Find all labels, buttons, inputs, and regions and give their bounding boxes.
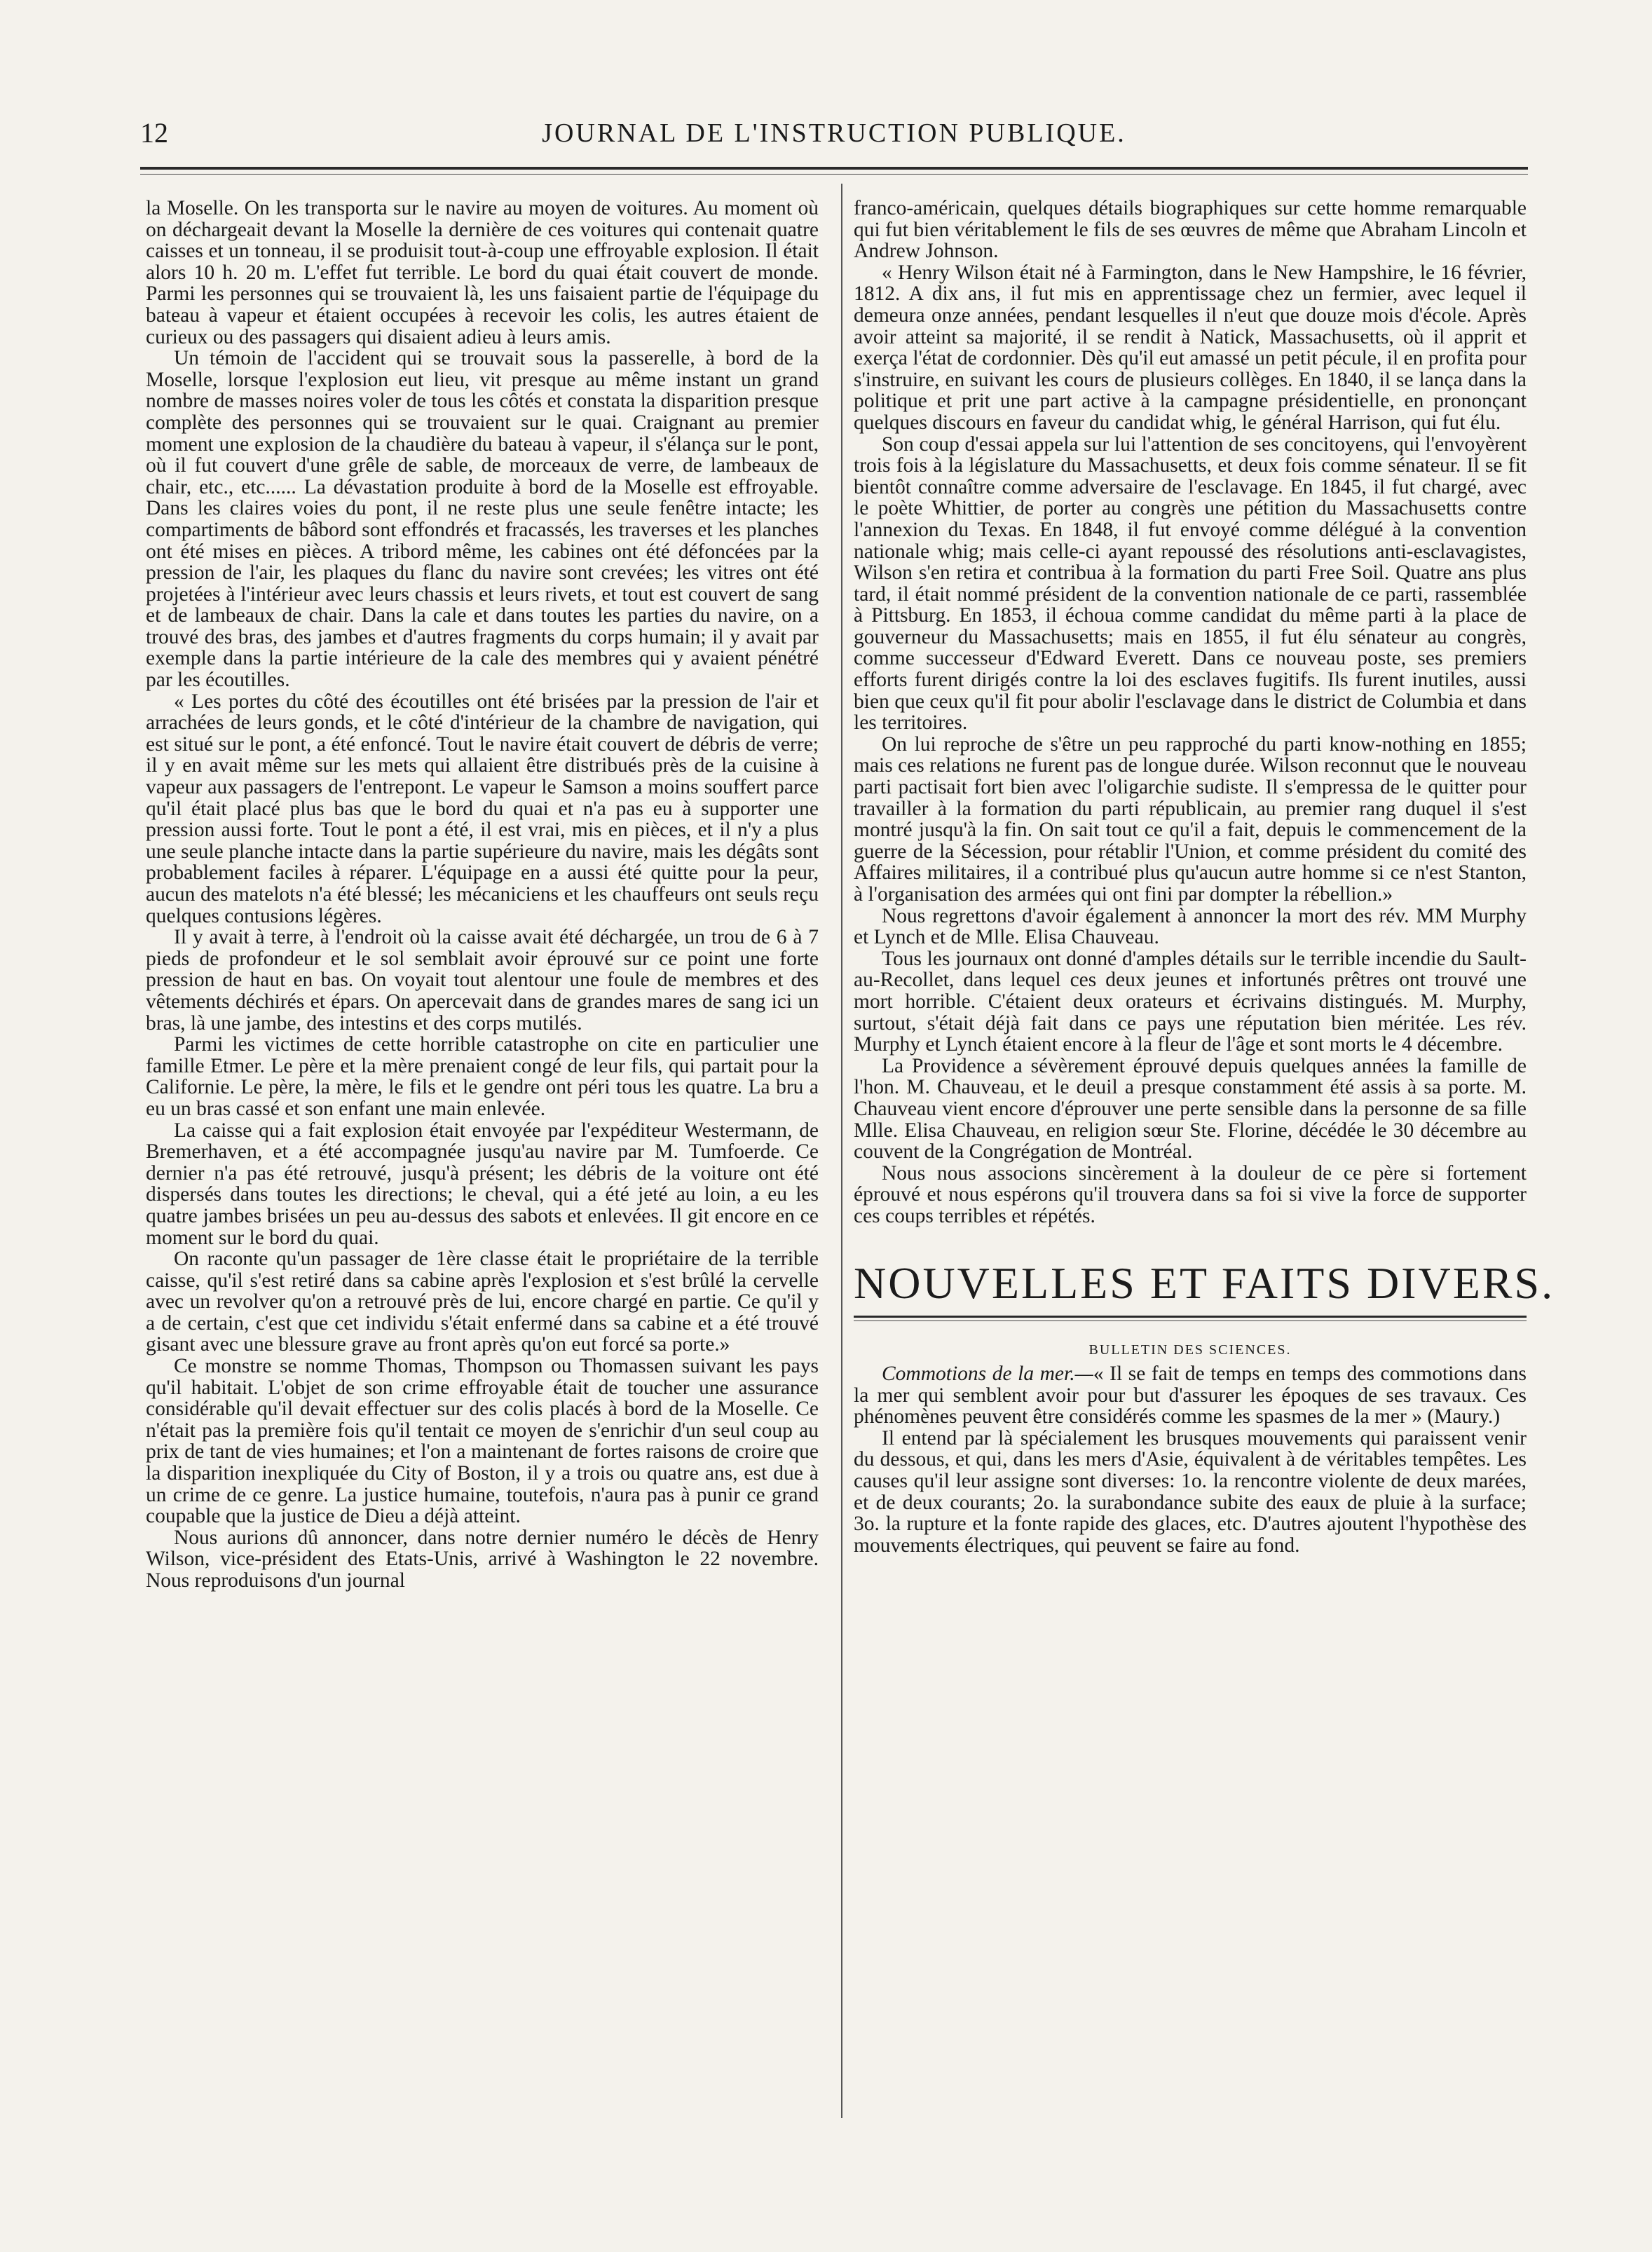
article-paragraph: Nous aurions dû annoncer, dans notre dernier numéro le décès de Henry Wilson, vice-président des Etats-Unis, arrivé à Washington le 22 novembre. Nous reproduisons d'un journal [146, 1526, 819, 1592]
article-paragraph: la Moselle. On les transporta sur le navire au moyen de voitures. Au moment où on déchargeait devant la Moselle la dernière de ces voitures qui contenait quatre caisses et un tonneau, il se produisit tout-à-coup une effroyable explosion. Il était alors 10 h. 20 m. L'effet fut terrible. Le bord du quai était couvert de monde. Parmi les personnes qui se trouvaient là, les uns faisaient partie de l'équipage du bateau à vapeur et étaient occupées à recevoir les colis, les autres étaient de curieux ou des passagers qui disaient adieu à leurs amis. [146, 198, 819, 348]
article-paragraph: La caisse qui a fait explosion était envoyée par l'expéditeur Westermann, de Bremerhaven, et a été accompagnée jusqu'au navire par M. Tumfoerde. Ce dernier n'a pas été retrouvé, jusqu'à présent; les débris de la voiture ont été dispersés dans toutes les directions; le cheval, qui a été jeté au loin, a eu les quatre jambes brisées un peu au-dessus des sabots et enlevées. Il git encore en ce moment sur le bord du quai. [146, 1119, 819, 1249]
article-paragraph: « Henry Wilson était né à Farmington, dans le New Hampshire, le 16 février, 1812. A dix ans, il fut mis en apprentissage chez un fermier, avec lequel il demeura onze années, pendant lesquelles il n'eut que douze mois d'école. Après avoir atteint sa majorité, il se rendit à Natick, Massachusetts, où il apprit et exerça l'état de cordonnier. Dès qu'il eut amassé un petit pécule, il en profita pour s'instruire, en suivant les cours de plusieurs collèges. En 1840, il se lança dans la politique et prit une part active à la campagne présidentielle, en prononçant quelques discours en faveur du candidat whig, le général Harrison, qui fut élu. [854, 261, 1527, 434]
section-title: NOUVELLES ET FAITS DIVERS. [854, 1257, 1555, 1308]
science-paragraph: Il entend par là spécialement les brusques mouvements qui paraissent venir du dessous, et qui, dans les mers d'Asie, équivalent à de véritables tempêtes. Les causes qu'il leur assigne sont diverses: 1o. la rencontre violente de deux marées, et de deux courants; 2o. la surabondance subite des eaux de pluie à la surface; 3o. la rupture et la fonte rapide des glaces, etc. D'autres ajoutent l'hypothèse des mouvements électriques, qui peuvent se faire au fond. [854, 1426, 1527, 1557]
science-lead: Commotions de la mer.— [882, 1363, 1093, 1386]
left-column [146, 198, 819, 2118]
journal-title: JOURNAL DE L'INSTRUCTION PUBLIQUE. [542, 118, 1126, 148]
header-rule-thin [140, 174, 1528, 175]
article-paragraph: Parmi les victimes de cette horrible catastrophe on cite en particulier une famille Etmer. Le père et la mère prenaient congé de leur fils, qui partait pour la Californie. Le père, la mère, le fils et le gendre ont péri tous les quatre. La bru a eu un bras cassé et son enfant une main enlevée. [146, 1033, 819, 1120]
science-paragraph [854, 1363, 1527, 1428]
science-text: « Il se fait de temps en temps des commotions dans la mer qui semblent avoir pour but d'assurer les époques de ses travaux. Ces phénomènes peuvent être considérés comme les spasmes de la mer » (Maury.) [854, 1363, 1527, 1428]
article-paragraph: On lui reproche de s'être un peu rapproché du parti know-nothing en 1855; mais ces relations ne furent pas de longue durée. Wilson reconnut que le nouveau parti pactisait fort bien avec l'oligarchie sudiste. Il s'empressa de le quitter pour travailler à la formation du parti républicain, au premier rang duquel il s'est montré jusqu'à la fin. On sait tout ce qu'il a fait, depuis le commencement de la guerre de la Sécession, pour rétablir l'Union, et comme président du comité des Affaires militaires, il a contribué plus qu'aucun autre homme si ce n'est Stanton, à l'organisation des armées qui ont fini par dompter la rébellion.» [854, 732, 1527, 906]
article-paragraph: Son coup d'essai appela sur lui l'attention de ses concitoyens, qui l'envoyèrent trois fois à la législature du Massachusetts, et deux fois comme sénateur. Il se fit bientôt connaître comme adversaire de l'esclavage. En 1845, il fut chargé, avec le poète Whittier, de porter au congrès une pétition du Massachusetts contre l'annexion du Texas. En 1848, il fut envoyé comme délégué à la convention nationale whig; mais celle-ci ayant repoussé des résolutions anti-esclavagistes, Wilson s'en retira et contribua à la formation du parti Free Soil. Quatre ans plus tard, il était nommé président de la convention nationale de ce parti, rassemblée à Pittsburg. En 1853, il échoua comme candidat du même parti à la place de gouverneur du Massachusetts; mais en 1855, il fut élu sénateur au congrès, comme successeur d'Edward Everett. Dans ce nouveau poste, ses premiers efforts furent dirigés contre la loi des esclaves fugitifs. Ils furent inutiles, aussi bien que ceux qu'il fit pour abolir l'esclavage dans le district de Columbia et dans les territoires. [854, 432, 1527, 735]
article-paragraph: On raconte qu'un passager de 1ère classe était le propriétaire de la terrible caisse, qu'il s'est retiré dans sa cabine après l'explosion et s'est brûlé la cervelle avec un revolver qu'on a retrouvé près de lui, encore chargé en partie. Ce qu'il y a de certain, c'est que cet individu s'était enfermé dans sa cabine et a été trouvé gisant avec une blessure grave au front après qu'on eut forcé sa porte.» [146, 1248, 819, 1356]
article-paragraph: Nous regrettons d'avoir également à annoncer la mort des rév. MM Murphy et Lynch et de Mlle. Elisa Chauveau. [854, 904, 1527, 949]
section-rule-thick [854, 1316, 1527, 1318]
subsection-title: BULLETIN DES SCIENCES. [1088, 1342, 1292, 1358]
article-paragraph: Nous nous associons sincèrement à la douleur de ce père si fortement éprouvé et nous espérons qu'il trouvera dans sa foi si vive la force de supporter ces coups terribles et répétés. [854, 1161, 1527, 1227]
page-number: 12 [140, 117, 168, 149]
column-divider [841, 184, 842, 2118]
article-paragraph: Un témoin de l'accident qui se trouvait sous la passerelle, à bord de la Moselle, lorsque l'explosion eut lieu, vit presque au même instant un grand nombre de masses noires voler de tous les côtés et constata la disparition presque complète des personnes qui se trouvaient sur le quai. Craignant au premier moment une explosion de la chaudière du bateau à vapeur, il s'élança sur le pont, où il fut couvert d'une grêle de sable, de morceaux de verre, de lambeaux de chair, etc., etc...... La dévastation produite à bord de la Moselle est effroyable. Dans les claires voies du pont, il ne reste plus une seule fenêtre intacte; les compartiments de bâbord sont effondrés et fracassés, les traverses et les planches ont été mises en pièces. A tribord même, les cabines ont été défoncées par la pression de l'air, les plaques du flanc du navire sont crevées; les vitres ont été projetées à l'intérieur avec leurs chassis et leurs rivets, et tout est couvert de sang et de lambeaux de chair. Dans la cale et dans toutes les parties du navire, on a trouvé des bras, des jambes et d'autres fragments du corps humain; il y avait par exemple dans la partie intérieure de la cale des membres qui y avaient pénétré par les écoutilles. [146, 347, 819, 692]
running-head [140, 112, 1528, 161]
article-paragraph: Il y avait à terre, à l'endroit où la caisse avait été déchargée, un trou de 6 à 7 pieds de profondeur et le sol semblait avoir éprouvé sur ce point une forte pression de haut en bas. On voyait tout alentour une foule de membres et des vêtements déchirés et épars. On apercevait dans de grandes mares de sang ici un bras, là une jambe, des intestins et des corps mutilés. [146, 926, 819, 1035]
article-paragraph: franco-américain, quelques détails biographiques sur cette homme remarquable qui fut bien véritablement le fils de ses œuvres de même que Abraham Lincoln et Andrew Johnson. [854, 197, 1527, 263]
article-paragraph: « Les portes du côté des écoutilles ont été brisées par la pression de l'air et arrachées de leurs gonds, et le côté d'intérieur de la chambre de navigation, qui est situé sur le pont, a été enfoncé. Tout le navire était couvert de débris de verre; il y en avait même sur les mets qui allaient être distribués près de la cuisine à vapeur aux passagers de l'entrepont. Le vapeur le Samson a moins souffert parce qu'il était placé plus bas que le bord du quai et n'a pas eu à supporter une pression aussi forte. Tout le pont a été, il est vrai, mis en pièces, et il n'y a plus une seule planche intacte dans la partie supérieure du navire, mais les dégâts sont probablement faciles à réparer. L'équipage en a aussi été quitte pour la peur, aucun des matelots n'a été blessé; les mécaniciens et les chauffeurs ont seuls reçu quelques contusions légères. [146, 690, 819, 927]
article-paragraph: Ce monstre se nomme Thomas, Thompson ou Thomassen suivant les pays qu'il habitait. L'objet de son crime effroyable était de toucher une assurance considérable qu'il devait effectuer sur des colis placés à bord de la Moselle. Ce n'était pas la première fois qu'il tentait ce moyen de s'enrichir d'un seul coup au prix de tant de vies humaines; et l'on a maintenant de fortes raisons de croire que la disparition inexpliquée du City of Boston, il y a trois ou quatre ans, est due à un crime de ce genre. La justice humaine, toutefois, n'aura pas à punir ce grand coupable que la justice de Dieu a déjà atteint. [146, 1355, 819, 1528]
right-column [854, 197, 1555, 1557]
header-rule-thick [140, 167, 1528, 170]
article-paragraph: La Providence a sévèrement éprouvé depuis quelques années la famille de l'hon. M. Chauveau, et le deuil a presque constamment été assis à sa porte. M. Chauveau vient encore d'éprouver une perte sensible dans la personne de sa fille Mlle. Elisa Chauveau, en religion sœur Ste. Florine, décédée le 30 décembre au couvent de la Congrégation de Montréal. [854, 1054, 1527, 1163]
article-paragraph: Tous les journaux ont donné d'amples détails sur le terrible incendie du Sault-au-Recollet, dans lequel ces deux jeunes et infortunés prêtres ont trouvé une mort horrible. C'étaient deux orateurs et écrivains distingués. M. Murphy, surtout, s'était déjà fait dans ce pays une réputation bien méritée. Les rév. Murphy et Lynch étaient encore à la fleur de l'âge et sont morts le 4 décembre. [854, 947, 1527, 1056]
